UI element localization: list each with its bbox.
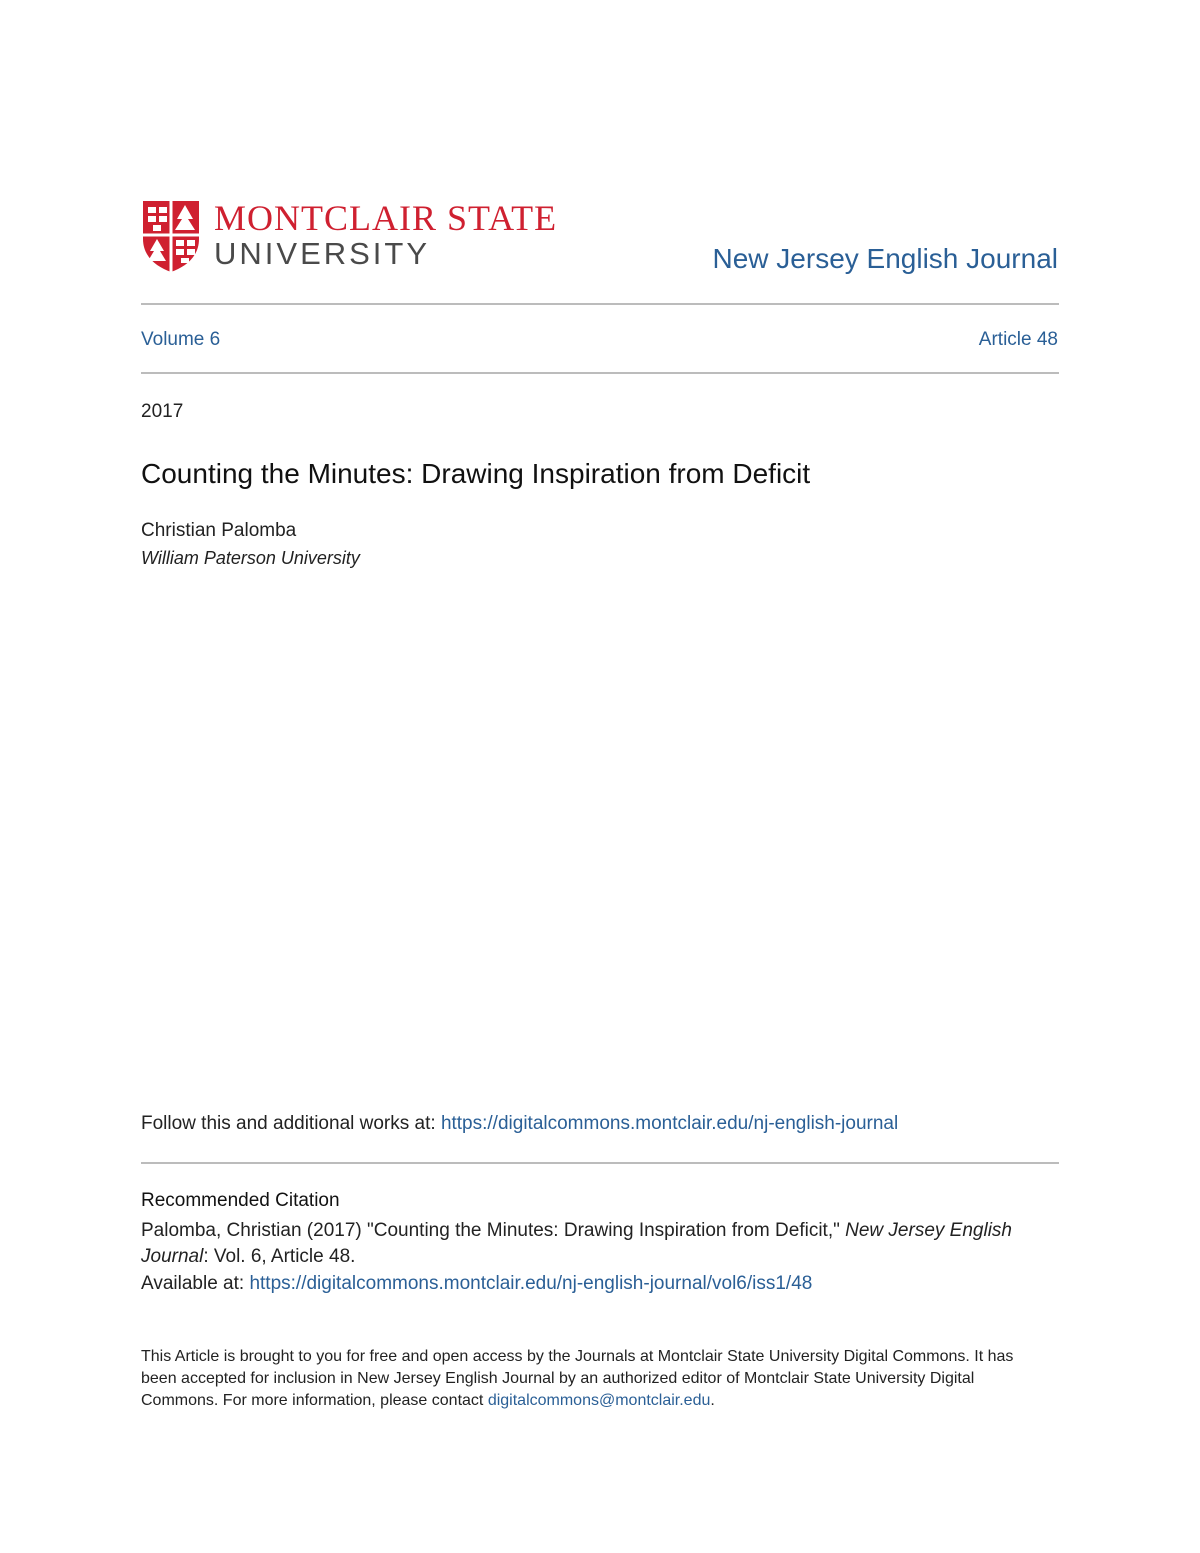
available-prefix: Available at: [141, 1273, 250, 1294]
citation-text-before: Palomba, Christian (2017) "Counting the Minutes: Drawing Inspiration from Deficit," [141, 1220, 846, 1241]
publication-year: 2017 [141, 401, 184, 422]
article-url-link[interactable]: https://digitalcommons.montclair.edu/nj-english-journal/vol6/iss1/48 [249, 1273, 813, 1294]
follow-line [141, 1111, 898, 1137]
citation-journal: New Jersey English Journal [141, 1220, 1012, 1267]
logo-wordmark-line2: UNIVERSITY [214, 236, 431, 271]
logo-wordmark-line1: MONTCLAIR STATE [214, 198, 558, 238]
article-link[interactable]: Article 48 [978, 329, 1058, 350]
divider [141, 303, 1059, 305]
author-name: Christian Palomba [141, 520, 297, 541]
university-logo [141, 199, 581, 275]
notice-end: . [710, 1392, 715, 1409]
divider [141, 1162, 1059, 1164]
contact-email-link[interactable]: digitalcommons@montclair.edu [487, 1392, 711, 1409]
access-notice [141, 1346, 1041, 1412]
available-line [141, 1271, 812, 1297]
collection-url-link[interactable]: https://digitalcommons.montclair.edu/nj-english-journal [440, 1113, 899, 1134]
article-title: Counting the Minutes: Drawing Inspiration from Deficit [141, 458, 811, 489]
journal-name-link[interactable]: New Jersey English Journal [712, 243, 1058, 274]
citation-text [141, 1218, 1061, 1270]
volume-link[interactable]: Volume 6 [141, 329, 221, 350]
citation-text-after: : Vol. 6, Article 48. [203, 1246, 356, 1267]
citation-heading: Recommended Citation [141, 1190, 340, 1211]
notice-text: This Article is brought to you for free and open access by the Journals at Montclair State University Digital Commons. It has been accepted for inclusion in New Jersey English Journal by an authorized editor of Montclair State University Digital Commons. For more information, please contact [141, 1348, 1014, 1409]
author-affiliation: William Paterson University [141, 548, 360, 568]
follow-prefix: Follow this and additional works at: [141, 1113, 441, 1134]
divider [141, 372, 1059, 374]
university-shield-icon [141, 199, 201, 273]
